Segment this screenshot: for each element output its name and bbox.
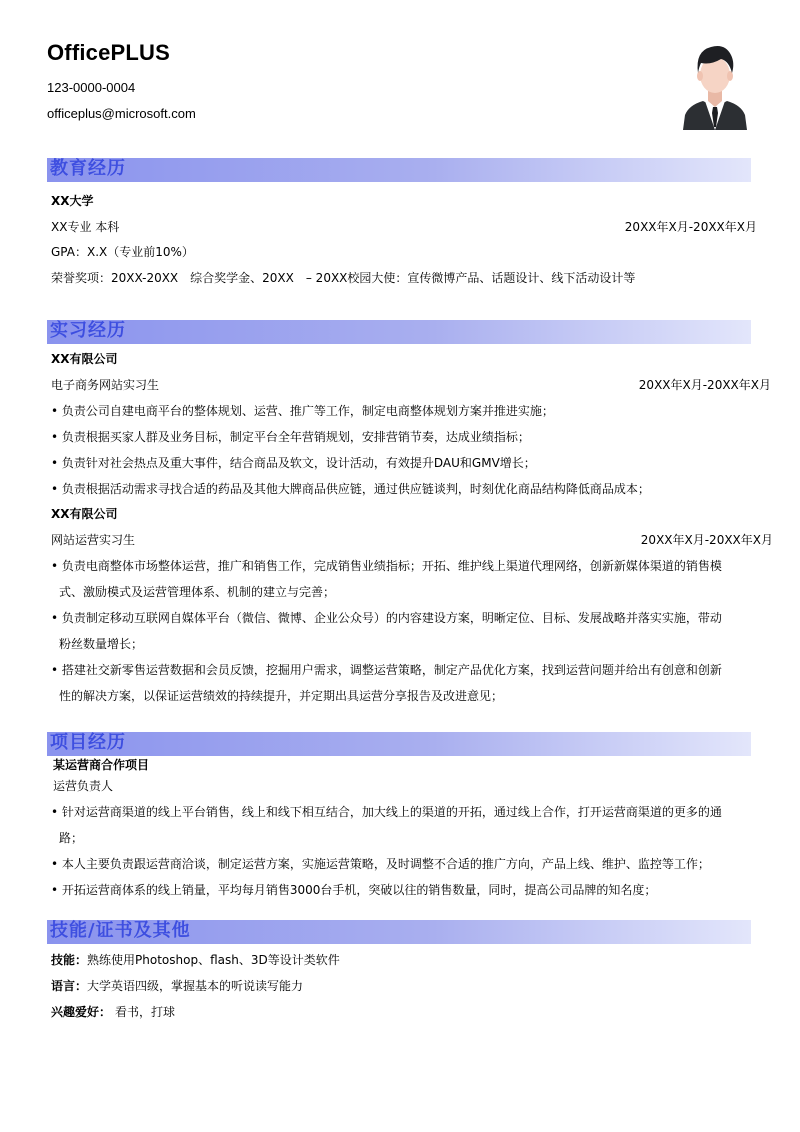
skills-row (51, 952, 340, 968)
gpa: GPA：X.X（专业前10%） (51, 245, 194, 259)
email-address: officeplus@microsoft.com (47, 106, 196, 121)
project-bullet: • 开拓运营商体系的线上销量，平均每月销售3000台手机，突破以往的销售数量，同时，提高公司品牌的知名度； (51, 883, 657, 897)
project-name: 某运营商合作项目 (53, 758, 150, 772)
skills-section-title: 技能/证书及其他 (50, 920, 191, 941)
education-section-title: 教育经历 (50, 158, 126, 179)
company-name: XX有限公司 (51, 507, 118, 521)
skills-label: 技能： (51, 953, 88, 967)
job-bullet-continued: 性的解决方案，以保证运营绩效的持续提升，并定期出具运营分享报告及改进意见； (59, 689, 504, 703)
school-name: XX大学 (51, 194, 94, 208)
skills-value: 熟练使用Photoshop、flash、3D等设计类软件 (87, 953, 340, 967)
internship-section-title: 实习经历 (50, 320, 126, 341)
job-bullet: • 负责根据买家人群及业务目标，制定平台全年营销规划，安排营销节奏，达成业绩指标； (51, 430, 530, 444)
language-label: 语言： (51, 979, 88, 993)
job-role: 网站运营实习生 (51, 533, 136, 547)
project-bullet-continued: 路； (59, 831, 84, 845)
project-bullet: • 针对运营商渠道的线上平台销售，线上和线下相互结合，加大线上的渠道的开拓，通过线上合作，打开运营商渠道的更多的通 (51, 805, 722, 819)
language-value: 大学英语四级，掌握基本的听说读写能力 (87, 979, 304, 993)
job-bullet: • 负责制定移动互联网自媒体平台（微信、微博、企业公众号）的内容建设方案，明晰定位、目标、发展战略并落实实施，带动 (51, 611, 722, 625)
language-row (51, 978, 303, 994)
education-section-bar (47, 158, 751, 182)
job-bullet-continued: 粉丝数量增长； (59, 637, 144, 651)
education-date: 20XX年X月-20XX年X月 (624, 220, 757, 234)
hobby-value: 看书，打球 (115, 1005, 176, 1019)
avatar-icon (681, 43, 749, 130)
hobby-label: 兴趣爱好： (51, 1005, 112, 1019)
honors: 荣誉奖项：20XX-20XX 综合奖学金、20XX – 20XX校园大使：宣传微博产品、话题设计、线下活动设计等 (51, 271, 636, 285)
job-bullet-continued: 式、激励模式及运营管理体系、机制的建立与完善； (59, 585, 336, 599)
job-bullet: • 负责针对社会热点及重大事件，结合商品及软文，设计活动，有效提升DAU和GMV增长； (51, 456, 536, 470)
job-bullet: • 搭建社交新零售运营数据和会员反馈，挖掘用户需求，调整运营策略，制定产品优化方案，找到运营问题并给出有创意和创新 (51, 663, 722, 677)
major-degree: XX专业 本科 (51, 220, 120, 234)
candidate-name: OfficePLUS (47, 40, 171, 65)
job-bullet: • 负责根据活动需求寻找合适的药品及其他大牌商品供应链，通过供应链谈判，时刻优化商品结构降低商品成本； (51, 482, 650, 496)
company-name: XX有限公司 (51, 352, 118, 366)
job-date: 20XX年X月-20XX年X月 (638, 378, 771, 392)
project-role: 运营负责人 (53, 779, 114, 793)
internship-section-bar (47, 320, 751, 344)
job-bullet: • 负责电商整体市场整体运营，推广和销售工作，完成销售业绩指标；开拓、维护线上渠道代理网络，创新新媒体渠道的销售模 (51, 559, 722, 573)
job-role: 电子商务网站实习生 (51, 378, 160, 392)
project-bullet: • 本人主要负责跟运营商洽谈，制定运营方案，实施运营策略，及时调整不合适的推广方向，产品上线、维护、监控等工作； (51, 857, 710, 871)
project-section-bar (47, 732, 751, 756)
job-date: 20XX年X月-20XX年X月 (640, 533, 773, 547)
project-section-title: 项目经历 (50, 732, 126, 753)
job-bullet: • 负责公司自建电商平台的整体规划、运营、推广等工作，制定电商整体规划方案并推进实施； (51, 404, 554, 418)
phone-number: 123-0000-0004 (47, 80, 136, 95)
hobby-row (51, 1004, 175, 1020)
